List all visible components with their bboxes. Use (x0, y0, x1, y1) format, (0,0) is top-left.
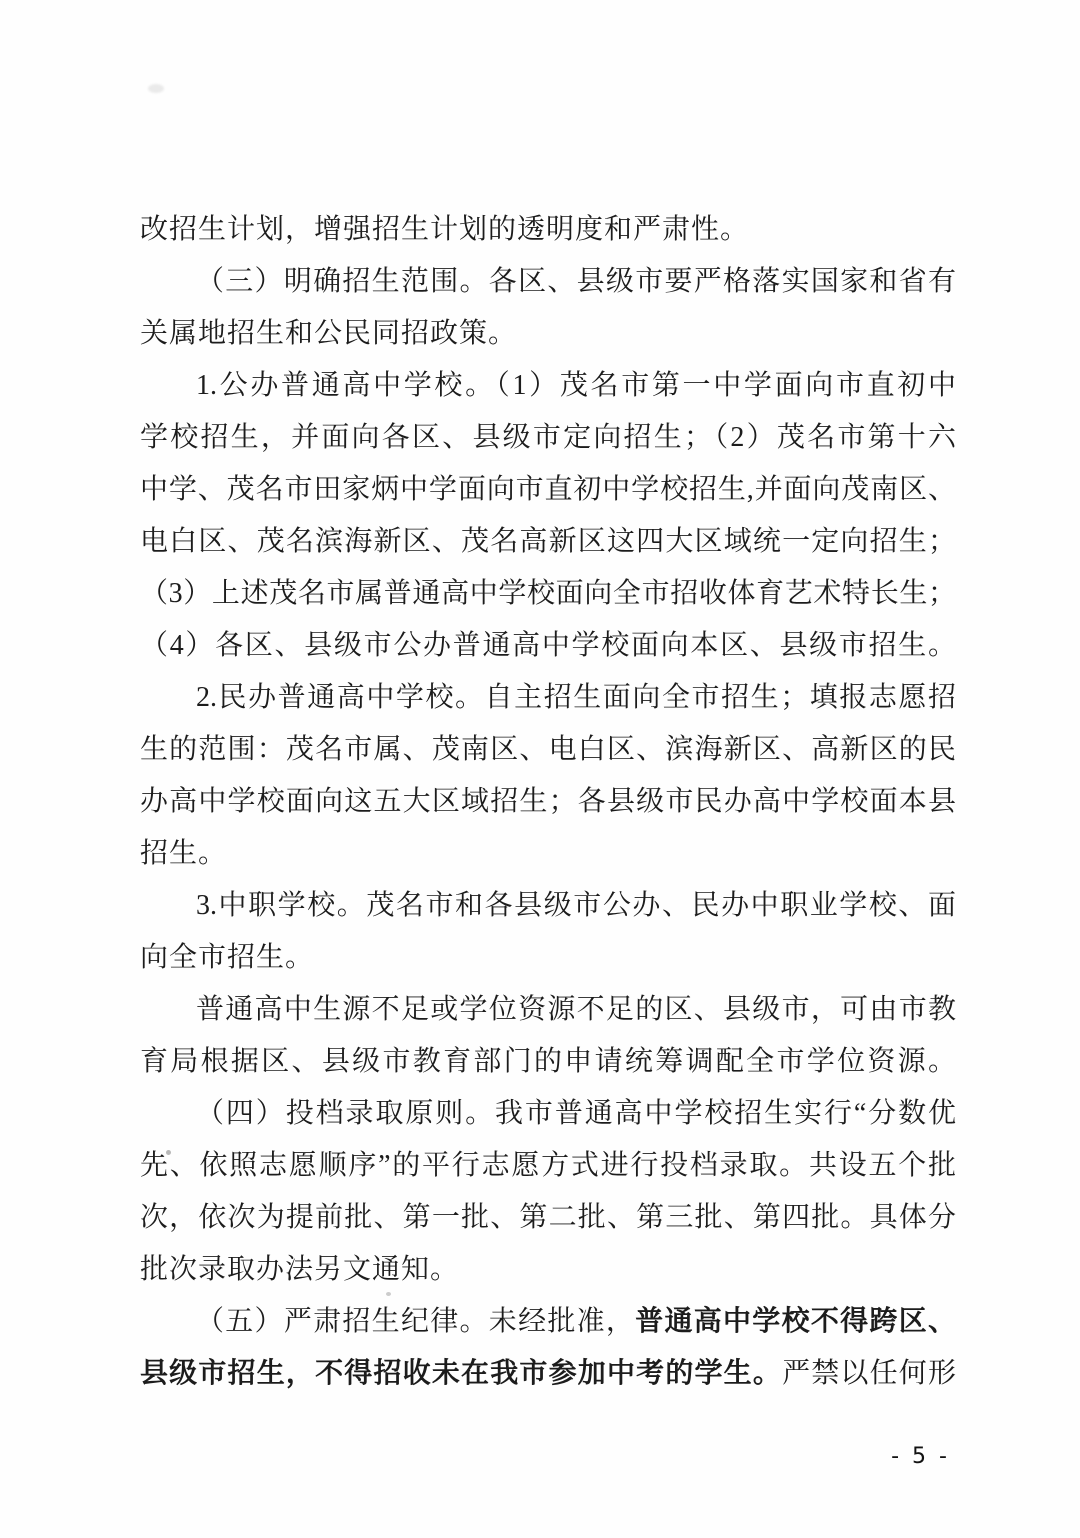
document-line (140, 880, 956, 932)
text-segment: 次，依次为提前批、第一批、第二批、第三批、第四批。具体分 (140, 1202, 956, 1233)
document-body (140, 204, 956, 1400)
document-line (140, 256, 956, 308)
document-line (140, 724, 956, 776)
text-segment: 关属地招生和公民同招政策。 (140, 318, 518, 349)
document-line (140, 204, 956, 256)
text-segment: 普通高中生源不足或学位资源不足的区、县级市，可由市教 (196, 994, 956, 1025)
text-segment: 中学、茂名市田家炳中学面向市直初中学校招生,并面向茂南区、 (140, 474, 956, 505)
document-line (140, 1244, 956, 1296)
text-segment: 向全市招生。 (140, 942, 315, 973)
document-line (140, 1088, 956, 1140)
document-line (140, 1140, 956, 1192)
text-segment: 改招生计划，增强招生计划的透明度和严肃性。 (140, 214, 750, 245)
text-segment: 县级市招生，不得招收未在我市参加中考的学生。 (140, 1358, 783, 1389)
document-line (140, 568, 956, 620)
document-line (140, 1296, 956, 1348)
text-segment: 电白区、茂名滨海新区、茂名高新区这四大区域统一定向招生； (140, 526, 956, 557)
document-line (140, 984, 956, 1036)
text-segment: 3.中职学校。茂名市和各县级市公办、民办中职业学校、面 (196, 890, 956, 921)
document-line (140, 1036, 956, 1088)
scan-artifact (148, 84, 164, 93)
document-line (140, 932, 956, 984)
document-line (140, 464, 956, 516)
text-segment: 先、依照志愿顺序”的平行志愿方式进行投档录取。共设五个批 (140, 1150, 956, 1181)
text-segment: （四）投档录取原则。我市普通高中学校招生实行“分数优 (196, 1098, 956, 1129)
document-line (140, 516, 956, 568)
document-line (140, 308, 956, 360)
text-segment: （五）严肃招生纪律。未经批准， (196, 1306, 636, 1337)
text-segment: （3）上述茂名市属普通高中学校面向全市招收体育艺术特长生； (140, 578, 956, 609)
document-line (140, 672, 956, 724)
document-line (140, 412, 956, 464)
page-number: - 5 - (891, 1444, 950, 1469)
text-segment: 育局根据区、县级市教育部门的申请统筹调配全市学位资源。 (140, 1046, 956, 1077)
document-line (140, 1348, 956, 1400)
document-line (140, 620, 956, 672)
text-segment: 普通高中学校不得跨区、 (635, 1306, 956, 1337)
text-segment: （三）明确招生范围。各区、县级市要严格落实国家和省有 (196, 266, 956, 297)
text-segment: 2.民办普通高中学校。自主招生面向全市招生；填报志愿招 (196, 682, 956, 713)
text-segment: 1.公办普通高中学校。（1）茂名市第一中学面向市直初中 (196, 370, 956, 401)
text-segment: 招生。 (140, 838, 228, 869)
text-segment: 批次录取办法另文通知。 (140, 1254, 460, 1285)
text-segment: 学校招生，并面向各区、县级市定向招生；（2）茂名市第十六 (140, 422, 956, 453)
document-line (140, 828, 956, 880)
document-line (140, 360, 956, 412)
text-segment: 生的范围：茂名市属、茂南区、电白区、滨海新区、高新区的民 (140, 734, 956, 765)
document-line (140, 1192, 956, 1244)
text-segment: 办高中学校面向这五大区域招生；各县级市民办高中学校面本县 (140, 786, 956, 817)
text-segment: 严禁以任何形 (782, 1358, 956, 1389)
text-segment: （4）各区、县级市公办普通高中学校面向本区、县级市招生。 (140, 630, 956, 661)
document-line (140, 776, 956, 828)
